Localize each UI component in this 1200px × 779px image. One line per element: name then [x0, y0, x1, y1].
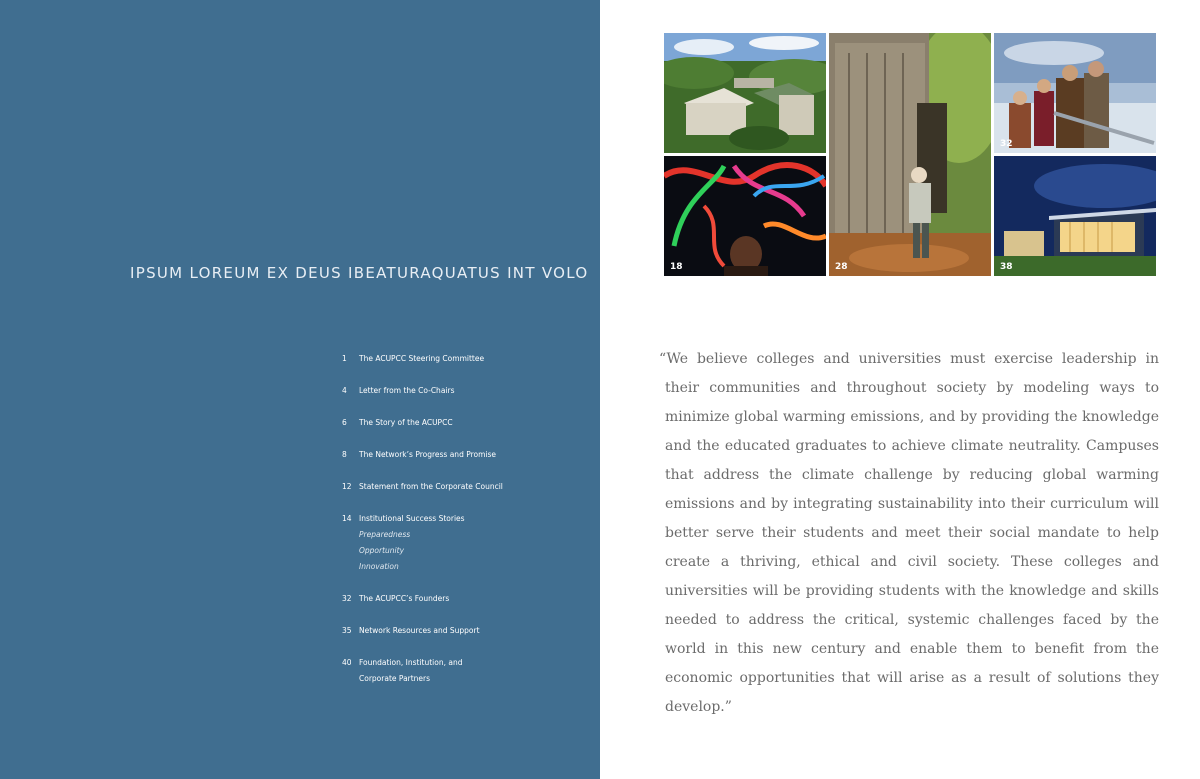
- photo-ice-group[interactable]: [994, 33, 1156, 153]
- photo-page-number: 38: [1000, 262, 1013, 272]
- toc-page-number: 12: [342, 482, 352, 491]
- photo-page-number: 18: [670, 262, 683, 272]
- toc-title: Foundation, Institution, and: [359, 658, 463, 667]
- toc-page-number: 14: [342, 514, 352, 523]
- toc-title: Network Resources and Support: [359, 626, 480, 635]
- toc-title: Statement from the Corporate Council: [359, 482, 503, 491]
- toc-page-number: 1: [342, 354, 347, 363]
- toc-page-number: 6: [342, 418, 347, 427]
- boathouse-man-image: [829, 33, 991, 276]
- right-page: [600, 0, 1200, 779]
- toc-title: The ACUPCC Steering Committee: [359, 354, 485, 363]
- toc-subitem[interactable]: Opportunity: [359, 546, 405, 555]
- toc-page-number: 8: [342, 450, 347, 459]
- toc-title: The Story of the ACUPCC: [359, 418, 453, 427]
- toc-title-continued: Corporate Partners: [359, 674, 431, 683]
- campus-buildings-image: [664, 33, 826, 153]
- toc-entry[interactable]: [342, 623, 582, 639]
- photo-campus-buildings[interactable]: [664, 33, 826, 153]
- toc-page-number: 40: [342, 658, 352, 667]
- toc-title: Institutional Success Stories: [359, 514, 465, 523]
- photo-building-night[interactable]: [994, 156, 1156, 276]
- building-night-image: [994, 156, 1156, 276]
- toc-entry[interactable]: [342, 447, 582, 463]
- toc-title: The ACUPCC’s Founders: [359, 594, 450, 603]
- toc-title: Letter from the Co-Chairs: [359, 386, 455, 395]
- toc-entry[interactable]: [342, 415, 582, 431]
- toc-page-number: 35: [342, 626, 352, 635]
- toc-entry[interactable]: [342, 479, 582, 495]
- table-of-contents: [342, 351, 582, 703]
- toc-entry[interactable]: [342, 511, 582, 575]
- photo-led-lights-person[interactable]: [664, 156, 826, 276]
- photo-page-number: 32: [1000, 139, 1013, 149]
- toc-entry[interactable]: [342, 351, 582, 367]
- photo-page-number: 28: [835, 262, 848, 272]
- photo-grid: [664, 33, 1156, 276]
- spread-title: IPSUM LOREUM EX DEUS IBEATURAQUATUS INT VOLO: [130, 264, 589, 282]
- toc-page-number: 4: [342, 386, 347, 395]
- toc-subitem[interactable]: Preparedness: [359, 530, 411, 539]
- ice-group-image: [994, 33, 1156, 153]
- toc-entry[interactable]: [342, 591, 582, 607]
- quote-text: “We believe colleges and universities must exercise leadership in their communities and throughout society by modeling ways to minimize global warming emissions, and by providing the knowledge and the educated graduates to achieve climate neutrality. Campuses that address the climate challenge by reducing global warming emissions and by integrating sustainability into their curriculum will better serve their students and meet their social mandate to help create a thriving, ethical and civil society. These colleges and universities will be providing students with the knowledge and skills needed to address the critical, systemic challenges faced by the world in this new century and enable them to benefit from the economic opportunities that will arise as a result of solutions they develop.”: [659, 351, 1159, 715]
- toc-subitem[interactable]: Innovation: [359, 562, 399, 571]
- led-lights-person-image: [664, 156, 826, 276]
- toc-page-number: 32: [342, 594, 352, 603]
- toc-entry[interactable]: [342, 383, 582, 399]
- toc-entry[interactable]: [342, 655, 582, 687]
- toc-title: The Network’s Progress and Promise: [359, 450, 497, 459]
- photo-boathouse-man[interactable]: [829, 33, 991, 276]
